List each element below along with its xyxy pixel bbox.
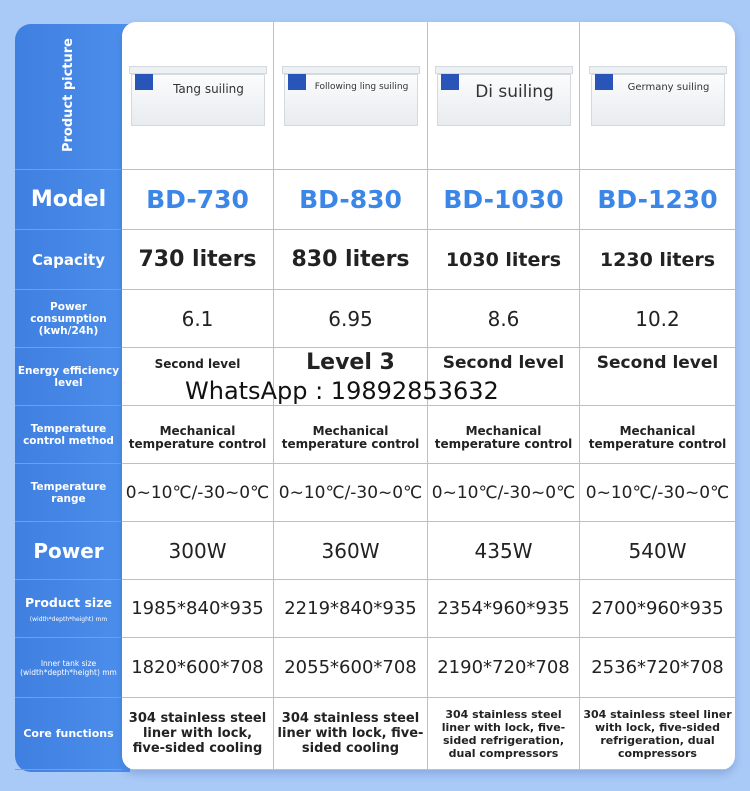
- cell: [428, 230, 580, 289]
- cell: [122, 406, 274, 463]
- cell: [580, 522, 735, 579]
- row-label-capacity: [15, 230, 122, 290]
- row-label-power-consumption: [15, 290, 122, 348]
- row-label-text: Model: [30, 187, 107, 212]
- cell: [428, 406, 580, 463]
- row-label-text: Energy efficiency level: [17, 364, 120, 389]
- row-label-text: Capacity: [32, 250, 105, 269]
- cell: [580, 22, 735, 169]
- cell-control: Mechanical temperature control: [588, 423, 727, 451]
- cell: [274, 290, 428, 347]
- cell: [122, 580, 274, 637]
- cell: [428, 290, 580, 347]
- cell: [122, 230, 274, 289]
- cell: [274, 406, 428, 463]
- cell-core: 304 stainless steel liner with lock, five-sided cooling: [128, 711, 267, 756]
- cell: [580, 638, 735, 697]
- row-label-model: [15, 170, 122, 230]
- cell-control: Mechanical temperature control: [281, 423, 420, 451]
- cell-core: 304 stainless steel liner with lock, five-sided refrigeration, dual compressors: [441, 707, 566, 760]
- row-label-picture: [15, 22, 122, 170]
- cell: [122, 22, 274, 169]
- cell-range: 0~10℃/-30~0℃: [431, 482, 576, 503]
- brand-label: Germany suiling: [627, 81, 710, 93]
- cell: [122, 290, 274, 347]
- cell-size: 1985*840*935: [131, 598, 264, 619]
- cell: [428, 464, 580, 521]
- cell: [580, 230, 735, 289]
- cell: [428, 522, 580, 579]
- cell: [274, 230, 428, 289]
- cell-power: 300W: [168, 538, 227, 563]
- cell: [580, 698, 735, 769]
- table-row-temp-range: [122, 464, 735, 522]
- row-label-text: Product picture: [61, 38, 76, 153]
- cell-model: BD-1030: [443, 185, 564, 214]
- row-label-text: Temperature control method: [23, 422, 114, 447]
- cell-model: BD-1230: [597, 185, 718, 214]
- row-label-core: [15, 698, 122, 770]
- brand-label: Following ling suiling: [314, 81, 409, 92]
- cell-capacity: 830 liters: [291, 246, 410, 272]
- cell: [428, 638, 580, 697]
- cell-range: 0~10℃/-30~0℃: [585, 482, 730, 503]
- cell-range: 0~10℃/-30~0℃: [125, 482, 270, 503]
- table-row-picture: [122, 22, 735, 170]
- cell-energy: Second level: [442, 353, 565, 373]
- row-label-energy: [15, 348, 122, 406]
- cell-capacity: 730 liters: [138, 246, 257, 272]
- cell-power: 360W: [321, 538, 380, 563]
- cell-range: 0~10℃/-30~0℃: [278, 482, 423, 503]
- cell-core: 304 stainless steel liner with lock, five-sided refrigeration, dual compressors: [583, 707, 732, 760]
- cell: [274, 698, 428, 769]
- row-label-subtext: (width*depth*height) mm: [29, 615, 108, 623]
- row-label-text: Inner tank size (width*depth*height) mm: [20, 658, 117, 677]
- cell: [580, 464, 735, 521]
- cell-consumption: 6.1: [181, 306, 214, 331]
- cell: [580, 170, 735, 229]
- cell: [580, 348, 735, 405]
- cell: [428, 698, 580, 769]
- cell-consumption: 6.95: [328, 306, 373, 331]
- cell-size: 2219*840*935: [284, 598, 417, 619]
- cell: [428, 580, 580, 637]
- row-label-temp-range: [15, 464, 122, 522]
- cell: [274, 464, 428, 521]
- cell-inner: 1820*600*708: [131, 657, 264, 678]
- cell: [274, 580, 428, 637]
- cell: [122, 638, 274, 697]
- row-label-temp-control: [15, 406, 122, 464]
- table-row-power-consumption: [122, 290, 735, 348]
- table-row-model: [122, 170, 735, 230]
- cell: [274, 522, 428, 579]
- freezer-image: [282, 60, 420, 132]
- row-label-inner-size: [15, 638, 122, 698]
- table-row-temp-control: [122, 406, 735, 464]
- table-row-capacity: [122, 230, 735, 290]
- brand-label: Tang suiling: [173, 81, 244, 96]
- table-row-power: [122, 522, 735, 580]
- cell-inner: 2055*600*708: [284, 657, 417, 678]
- cell-consumption: 8.6: [487, 306, 520, 331]
- cell: [428, 170, 580, 229]
- table-row-product-size: [122, 580, 735, 638]
- cell-inner: 2190*720*708: [437, 657, 570, 678]
- row-label-text: Power consumption (kwh/24h): [30, 300, 107, 337]
- cell-energy: Second level: [596, 353, 719, 373]
- cell-core: 304 stainless steel liner with lock, five-sided cooling: [277, 711, 424, 756]
- cell-consumption: 10.2: [635, 306, 680, 331]
- cell-energy: Second level: [154, 357, 241, 371]
- row-label-text: Temperature range: [30, 480, 107, 505]
- cell: [428, 22, 580, 169]
- cell: [122, 698, 274, 769]
- row-label-text: Product size: [25, 594, 112, 610]
- cell-inner: 2536*720*708: [591, 657, 724, 678]
- freezer-image: [435, 60, 573, 132]
- row-label-power: [15, 522, 122, 580]
- cell-size: 2354*960*935: [437, 598, 570, 619]
- freezer-image: [129, 60, 267, 132]
- cell-power: 435W: [474, 538, 533, 563]
- cell: [580, 290, 735, 347]
- cell-power: 540W: [628, 538, 687, 563]
- cell: [122, 522, 274, 579]
- cell-size: 2700*960*935: [591, 598, 724, 619]
- cell: [580, 580, 735, 637]
- cell: [274, 22, 428, 169]
- brand-label: Di suiling: [475, 81, 554, 102]
- cell: [274, 170, 428, 229]
- watermark: WhatsApp : 19892853632: [185, 377, 499, 405]
- cell-control: Mechanical temperature control: [434, 423, 573, 451]
- cell-capacity: 1030 liters: [445, 248, 562, 271]
- cell-control: Mechanical temperature control: [128, 423, 267, 451]
- cell: [274, 638, 428, 697]
- cell-model: BD-830: [299, 185, 402, 214]
- cell-capacity: 1230 liters: [599, 248, 716, 271]
- row-label-product-size: [15, 580, 122, 638]
- cell-energy: Level 3: [306, 350, 395, 375]
- cell: [580, 406, 735, 463]
- cell: [122, 464, 274, 521]
- row-label-text: Core functions: [23, 727, 114, 740]
- cell: [122, 170, 274, 229]
- row-label-text: Power: [33, 538, 104, 563]
- freezer-image: [589, 60, 727, 132]
- table-row-core: [122, 698, 735, 770]
- table-row-inner-size: [122, 638, 735, 698]
- cell-model: BD-730: [146, 185, 249, 214]
